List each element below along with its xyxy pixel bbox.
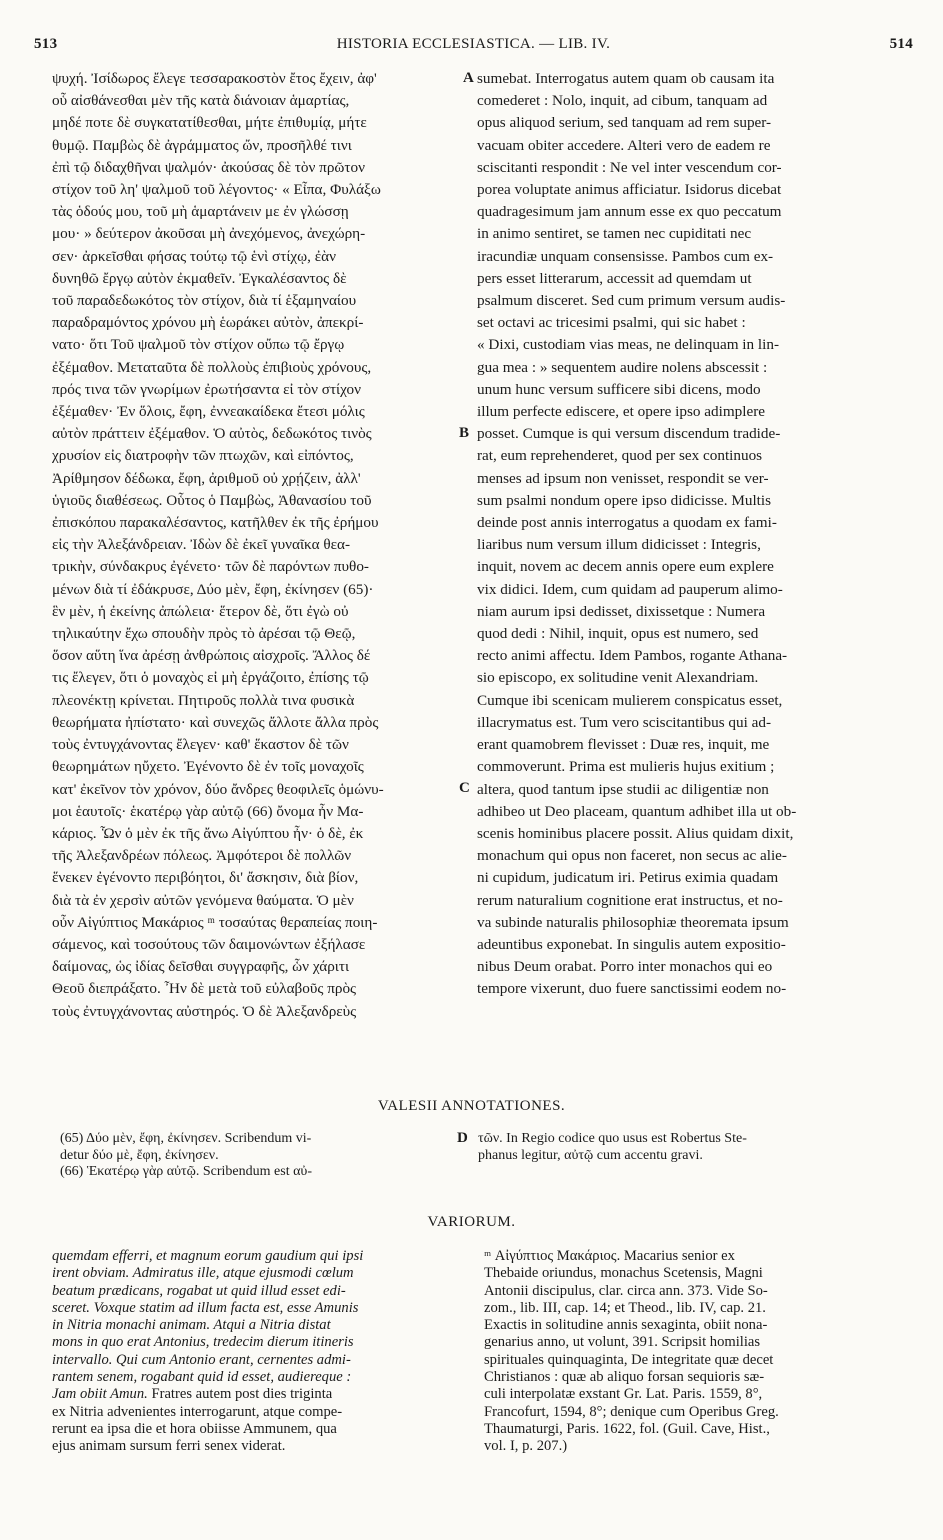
greek-text-line: εἰς τὴν Ἀλεξάνδρειαν. Ἰδὼν δὲ ἐκεῖ γυναῖκα θεα- (52, 536, 351, 554)
latin-text-line: rat, eum reprehenderet, quod per sex continuos (477, 447, 763, 465)
variorum-right-line: ᵐ Αἰγύπτιος Μακάριος. Macarius senior ex (484, 1248, 735, 1264)
greek-text-line: δυνηθῶ ἔργῳ αὐτὸν ἐκμαθεῖν. Ἐγκαλέσαντος δὲ (52, 269, 347, 287)
greek-text-line: ἓν μὲν, ἡ ἐκείνης ἀπώλεια· ἕτερον δὲ, ὅτι ἐγὼ οὐ (52, 602, 349, 620)
greek-text-line: οὗ αἰσθάνεσθαι μὲν τῆς κατὰ διάνοιαν ἁμαρτίας, (52, 92, 350, 110)
valesii-heading: VALESII ANNOTATIONES. (377, 1098, 566, 1114)
variorum-left-line: intervallo. Qui cum Antonio erant, cernentes admi- (52, 1351, 351, 1368)
variorum-right-line: Exactis in solitudine annis sexaginta, obiit nona- (484, 1317, 768, 1334)
valesii-note-line: (65) Δύο μὲν, ἔφη, ἐκίνησεν. Scribendum vi- (60, 1131, 312, 1146)
variorum-heading: VARIORUM. (427, 1214, 516, 1230)
latin-text-line: monachum qui opus non faceret, non secus ac alie- (477, 847, 787, 865)
latin-text-line: altera, quod tantum ipse studii ac diligentiæ non (477, 780, 769, 798)
greek-text-line: σεν· ἀρκεῖσθαι φήσας τούτῳ τῷ ἑνὶ στίχῳ, ἐὰν (52, 247, 336, 265)
latin-text-line: iracundiæ unquam consensisse. Pambos cum ex- (477, 247, 774, 265)
greek-text-line: ὅσον αὕτη ἵνα ἀρέσῃ ἀνθρώποις αἰσχροῖς. Ἄλλος δέ (52, 647, 371, 665)
greek-text-line: ἐξέμαθον. Μεταταῦτα δὲ πολλοὺς ἐπιβιοὺς χρόνους, (52, 358, 372, 376)
greek-text-line: θεωρήματα ἠπίστατο· καὶ συνεχῶς ἄλλοτε ἄλλα πρὸς (52, 713, 379, 731)
greek-text-line: οὖν Αἰγύπτιος Μακάριος ᵐ τοσαύτας θεραπείας ποιη- (52, 913, 378, 931)
variorum-right-line: spirituales quinquaginta, De integritate quæ decet (484, 1351, 774, 1368)
latin-text-line: erant quamobrem flevisset : Duæ res, inquit, me (477, 736, 770, 754)
latin-text-line: va subinde naturalis philosophiæ theoremata ipsum (477, 913, 789, 931)
variorum-right-line: vol. I, p. 207.) (484, 1438, 568, 1455)
greek-text-line: νατο· ὅτι Τοῦ ψαλμοῦ τὸν στίχον οὔπω τῷ ἔργῳ (52, 336, 345, 354)
greek-text-line: θυμῷ. Παμβὼς δὲ ἀγράμματος ὤν, προσῆλθέ τινι (52, 136, 352, 154)
latin-text-line: adeuntibus exponebat. In singulis autem expositio- (477, 935, 786, 953)
latin-text-line: set octavi ac tricesimi psalmi, qui sic habet : (477, 314, 746, 332)
latin-text-line: nibus Deum orabat. Porro inter monachos qui eo (477, 958, 773, 976)
latin-text-line: psalmum disceret. Sed cum primum versum audis- (477, 292, 786, 310)
variorum-right-line: Christianos : quæ ab aliquo forsan sequioris sæ- (484, 1369, 765, 1386)
greek-text-line: Ἀρίθμησον δέδωκα, ἔφη, ἀριθμοῦ οὐ χρῄζειν, ἀλλ' (52, 469, 361, 487)
variorum-left-upright-tail: Fratres autem post dies triginta (151, 1386, 333, 1403)
variorum-left-line: rerunt ea ipsa die et hora obiisse Ammunem, qua (52, 1420, 337, 1437)
greek-text-column (52, 68, 464, 1023)
variorum-notes-left (52, 1248, 464, 1456)
greek-text-line: ψυχή. Ἰσίδωρος ἔλεγε τεσσαρακοστὸν ἔτος ἔχειν, ἀφ' (52, 70, 377, 87)
latin-text-line: quadragesimum jam annum esse ex quo peccatum (477, 203, 782, 221)
variorum-left-line: quemdam efferri, et magnum eorum gaudium qui ipsi (52, 1248, 364, 1264)
greek-text-line: τοὺς ἐντυγχάνοντας ἔλεγεν· καθ' ἕκαστον δὲ τῶν (52, 736, 349, 754)
latin-text-line: sumebat. Interrogatus autem quam ob causam ita (477, 70, 775, 87)
latin-text-line: « Dixi, custodiam vias meas, ne delinquam in lin- (477, 336, 780, 354)
latin-text-line: recto animi affectu. Idem Pambos, rogante Athana- (477, 647, 788, 665)
greek-text-line: τὰς ὁδούς μου, τοῦ μὴ ἁμαρτάνειν με ἐν γλώσσῃ (52, 203, 349, 221)
latin-text-line: quod dedi : Nihil, inquit, opus est numero, sed (477, 625, 759, 643)
latin-text-line: ni cupidum, judicatum iri. Petirus eximia quadam (477, 869, 779, 887)
latin-text-line: inquit, novem ac decem annis opere eum explere (477, 558, 774, 576)
latin-text-line: sum psalmi nondum opere ipso didicisse. Multis (477, 491, 772, 509)
greek-text-line: στίχον τοῦ λη' ψαλμοῦ τοῦ λέγοντος· « Εἶπα, Φυλάξω (52, 181, 381, 199)
latin-text-line: niam aurum ipsi dedisset, dixissetque : Numera (477, 602, 766, 620)
greek-text-line: τοὺς ἐντυγχάνοντας αὐστηρός. Ὁ δὲ Ἀλεξανδρεὺς (52, 1002, 357, 1020)
variorum-right-line: zom., lib. III, cap. 14; et Theod., lib. IV, cap. 21. (484, 1299, 766, 1316)
greek-text-line: ἕνεκεν ἐγένοντο περιβόητοι, δι' ἄσκησιν, διὰ βίον, (52, 869, 359, 887)
latin-text-line: adhibeo ut Deo placeam, quantum adhibet illa ut ob- (477, 802, 797, 820)
greek-text-line: πρός τινα τῶν γνωρίμων ἐρωτήσαντα εἰ τὸν στίχον (52, 380, 362, 398)
valesii-note-line: (66) Ἑκατέρῳ γὰρ αὐτῷ. Scribendum est αὐ- (60, 1164, 313, 1179)
greek-text-line: δαίμονας, ὡς ἰδίας δεῖσθαι συγγραφῆς, ὧν χάριτι (52, 958, 350, 976)
latin-text-line: unum hunc versum sufficere sibi dicens, modo (477, 380, 761, 398)
variorum-notes-right (484, 1248, 902, 1456)
latin-text-line: commoverunt. Prima est mulieris hujus exitium ; (477, 758, 775, 776)
latin-text-line: sciscitanti respondit : Ne vel inter vescendum cor- (477, 158, 782, 176)
latin-text-line: gua mea : » sequentem audire nolens abscessit : (477, 358, 768, 376)
greek-text-line: ὑγιοῦς διαθέσεως. Οὗτος ὁ Παμβὼς, Ἀθανασίου τοῦ (52, 491, 372, 509)
variorum-left-line: mons in quo erat Antonius, tredecim dierum itineris (52, 1334, 354, 1351)
greek-text-line: μου· » δεύτερον ἀκοῦσαι μὴ ἀνεχόμενος, ἀνεχώρη- (52, 225, 366, 243)
greek-text-line: τις ἔλεγεν, ὅτι ὁ μοναχὸς εἰ μὴ ἐργάζοιτο, ἐπίσης τῷ (52, 669, 369, 687)
latin-text-line: menses ad ipsum non venisset, respondit se ver- (477, 469, 769, 487)
variorum-left-line: sceret. Voxque statim ad illum facta est, esse Amunis (52, 1299, 359, 1316)
greek-text-line: πλεονέκτῃ κρίνεται. Πητιροῦς πολλὰ τινα φυσικὰ (52, 691, 355, 709)
greek-text-line: μηδέ ποτε δὲ συγκατατίθεσθαι, μήτε ἐπιθυμίᾳ, μήτε (52, 114, 367, 132)
latin-text-line: liaribus num versum illum didicisset : Integris, (477, 536, 761, 554)
variorum-left-line: ex Nitria advenientes interrogarunt, atque compe- (52, 1403, 343, 1420)
latin-text-line: illum perfecte ediscere, et opere ipso adimplere (477, 403, 766, 421)
latin-text-line: scenis hominibus placere possit. Alius quidam dixit, (477, 824, 794, 842)
greek-text-line: τῆς Ἀλεξανδρέων πόλεως. Ἀμφότεροι δὲ πολλῶν (52, 847, 352, 865)
variorum-right-line: Antonii discipulus, clar. circa ann. 373. Vide So- (484, 1282, 768, 1299)
variorum-left-line: irent obviam. Admiratus ille, atque ejusmodi cœlum (52, 1265, 354, 1282)
greek-text-line: παραδραμόντος χρόνου μὴ ἑωράκει αὐτὸν, ἀπεκρί- (52, 314, 364, 332)
latin-text-line: sio episcopo, ex solitudine venit Alexandriam. (477, 669, 759, 687)
latin-text-line: illacrymatus est. Tum vero sciscitantibus qui ad- (477, 713, 772, 731)
latin-text-line: vacuam obiter accedere. Alteri vero de eadem re (477, 136, 771, 154)
variorum-left-line: rantem senem, rogabant quid id esset, audiereque : (52, 1369, 352, 1386)
greek-text-line: Θεοῦ διεπράξατο. Ἦν δὲ μετὰ τοῦ εὐλαβοῦς πρὸς (52, 980, 357, 998)
latin-text-line: opus aliquod serium, sed tanquam ad rem super- (477, 114, 772, 132)
greek-text-line: αὐτὸν πράττειν ἐξέμαθον. Ὁ αὐτὸς, δεδωκότος τινὸς (52, 425, 372, 443)
latin-text-line: tempore vixerunt, duo fuere sanctissimi eodem no- (477, 980, 787, 998)
greek-text-line: κατ' ἐκεῖνον τὸν χρόνον, δύο ἄνδρες θεοφιλεῖς ὁμώνυ- (52, 780, 384, 798)
greek-text-line: ἐπισκόπου παρακαλέσαντος, κατῆλθεν ἐκ τῆς ἐρήμου (52, 514, 379, 532)
greek-text-line: τρικὴν, σύνδακρυς ἐγένετο· τῶν δὲ παρόντων πυθο- (52, 558, 369, 576)
valesii-note-line: detur δύο μὲ, ἔφη, ἐκίνησεν. (60, 1147, 219, 1163)
latin-text-column (477, 68, 902, 1001)
variorum-left-italic-last: Jam obiit Amun. (52, 1386, 148, 1403)
latin-text-line: deinde post annis interrogatus a quodam ex fami- (477, 514, 777, 532)
valesii-note-line: τῶν. In Regio codice quo usus est Robertus Ste- (478, 1131, 747, 1146)
greek-text-line: μοι ἑαυτοῖς· ἑκατέρῳ γὰρ αὐτῷ (66) ὄνομα ἦν Μα- (52, 802, 364, 820)
margin-letter-c: C (459, 780, 470, 796)
latin-text-line: comederet : Nolo, inquit, ad cibum, tanquam ad (477, 92, 768, 110)
margin-letter-b: B (459, 425, 470, 441)
greek-text-line: ἐξέμαθεν· Ἐν ὅλοις, ἔφη, ἐννεακαίδεκα ἔτεσι μόλις (52, 403, 365, 421)
running-title: HISTORIA ECCLESIASTICA. — LIB. IV. (336, 36, 611, 52)
greek-text-line: διὰ τὰ ἐν χερσὶν αὐτῶν γενόμενα θαύματα. Ὁ μὲν (52, 891, 354, 909)
greek-text-line: θεωρημάτων ηὔχετο. Ἐγένοντο δὲ ἐν τοῖς μοναχοῖς (52, 758, 364, 776)
valesii-notes-left (60, 1131, 460, 1181)
margin-letter-a: A (463, 70, 474, 86)
variorum-left-line: in Nitria monachi animam. Atqui a Nitria distat (52, 1317, 331, 1334)
latin-text-line: porea voluptate animus afficiatur. Isidorus dicebat (477, 181, 782, 199)
latin-text-line: posset. Cumque is qui versum discendum tradide- (477, 425, 781, 443)
latin-text-line: rerum naturalium cognitione erat instructus, et no- (477, 891, 783, 909)
variorum-left-line: ejus animam sursum ferri senex viderat. (52, 1438, 286, 1455)
greek-text-line: χρυσίον εἰς διατροφὴν τῶν πτωχῶν, καὶ εἰπόντος, (52, 447, 354, 465)
variorum-right-line: genarius anno, ut volunt, 391. Scripsit homilias (484, 1334, 761, 1351)
variorum-right-line: Francofurt, 1594, 8°; denique cum Operibus Greg. (484, 1403, 779, 1420)
variorum-right-line: Thaumaturgi, Paris. 1622, fol. (Guil. Cave, Hist., (484, 1420, 770, 1437)
margin-letter-d: D (457, 1130, 468, 1146)
page-number-right: 514 (889, 36, 913, 52)
variorum-right-line: Thebaide oriundus, monachus Scetensis, Magni (484, 1265, 763, 1282)
greek-text-line: σάμενος, καὶ τοσούτους τῶν δαιμονώντων ἐξήλασε (52, 935, 366, 953)
latin-text-line: pers esset litterarum, accessit ad quemdam ut (477, 269, 752, 287)
greek-text-line: τηλικαύτην ἔχω σπουδὴν πρὸς τὸ ἀρέσαι τῷ Θεῷ, (52, 625, 356, 643)
page-number-left: 513 (34, 36, 58, 52)
greek-text-line: κάριος. Ὧν ὁ μὲν ἐκ τῆς ἄνω Αἰγύπτου ἦν· ὁ δὲ, ἐκ (52, 824, 364, 842)
greek-text-line: τοῦ παραδεδωκότος τὸν στίχον, διὰ τί ἑξαμηναίου (52, 292, 357, 310)
greek-text-line: μένων διὰ τί ἐδάκρυσε, Δύο μὲν, ἔφη, ἐκίνησεν (65)· (52, 580, 374, 598)
greek-text-line: ἐπὶ τῷ διδαχθῆναι ψαλμόν· ἀκούσας δὲ τὸν πρῶτον (52, 158, 365, 176)
latin-text-line: in animo sentiret, se tamen nec cupiditati nec (477, 225, 752, 243)
latin-text-line: vix didici. Idem, cum quidam ad pauperum alimo- (477, 580, 783, 598)
latin-text-line: Cumque ibi scenicam mulierem conspicatus esset, (477, 691, 783, 709)
variorum-left-line: beatum prædicans, rogabat ut quid illud esset edi- (52, 1282, 346, 1299)
running-header (34, 36, 913, 62)
valesii-notes-right (478, 1131, 902, 1164)
valesii-note-line: phanus legitur, αὐτῷ cum accentu gravi. (478, 1147, 703, 1163)
variorum-right-line: culi interpolatæ exstant Gr. Lat. Paris. 1559, 8°, (484, 1386, 763, 1403)
